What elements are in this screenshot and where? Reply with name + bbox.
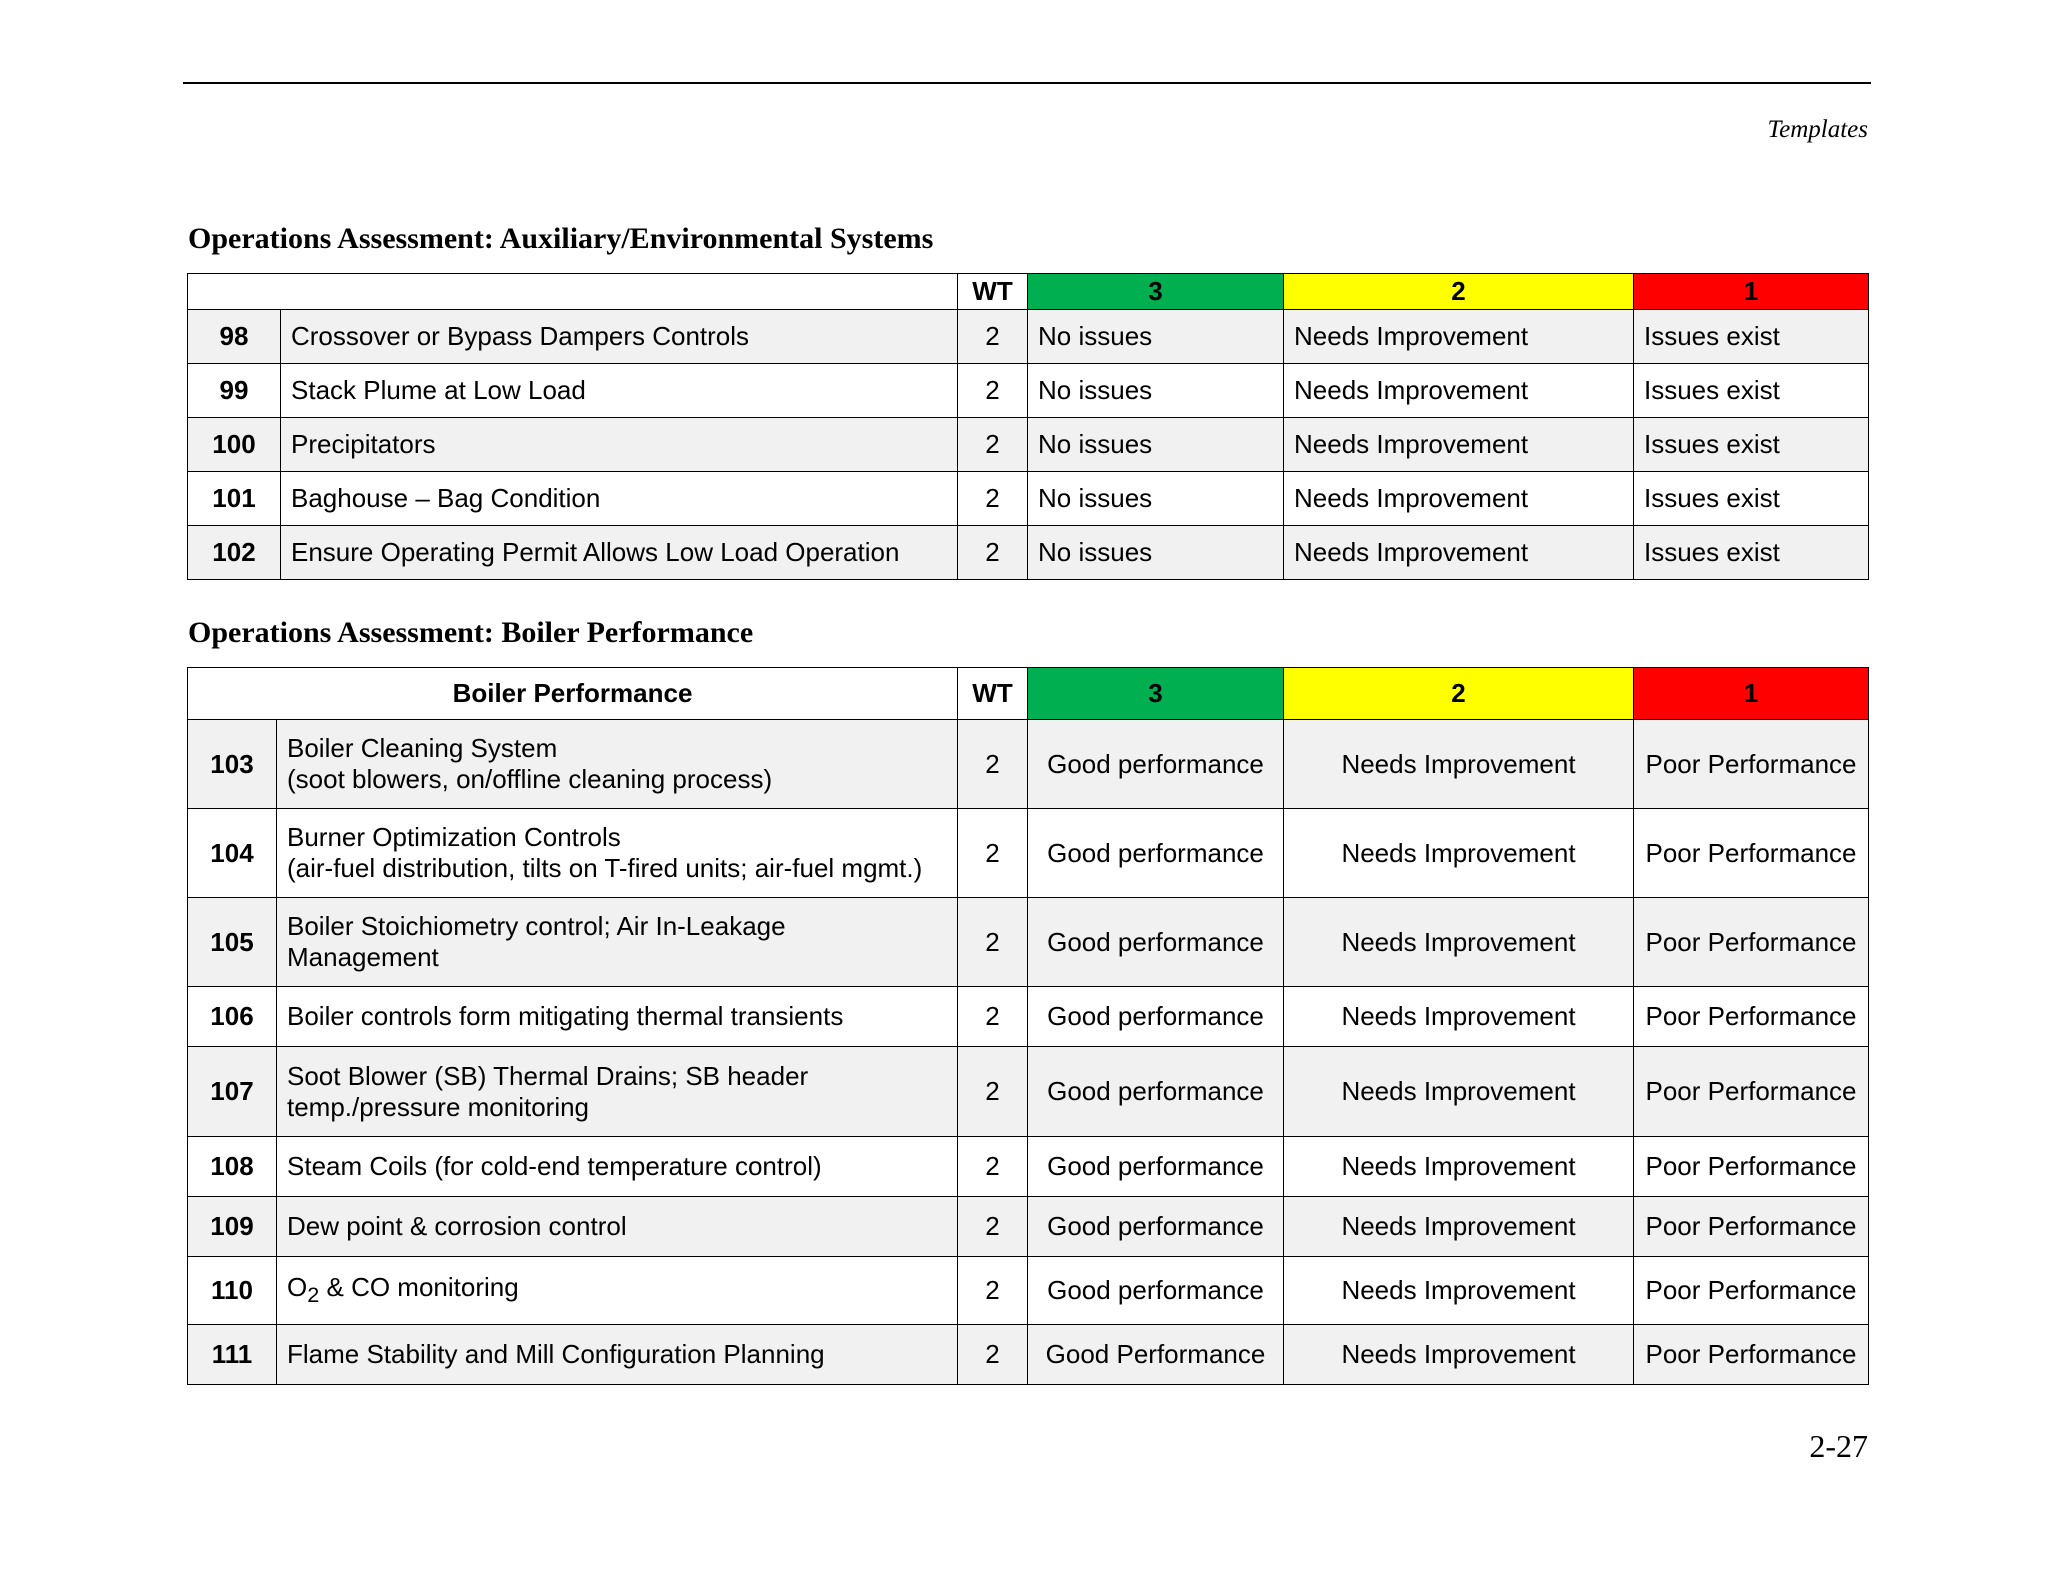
score-1-text: Poor Performance xyxy=(1634,1197,1869,1257)
item-number: 110 xyxy=(188,1257,277,1325)
score-2-text: Needs Improvement xyxy=(1284,526,1634,580)
item-weight: 2 xyxy=(958,526,1028,580)
item-description-subscript: 2 xyxy=(307,1282,320,1308)
item-weight: 2 xyxy=(958,1257,1028,1325)
score-2-text: Needs Improvement xyxy=(1284,1047,1634,1137)
item-number: 106 xyxy=(188,987,277,1047)
table-row xyxy=(188,898,1869,987)
score-3-text: No issues xyxy=(1028,310,1284,364)
header-score-3: 3 xyxy=(1028,668,1284,720)
item-number: 100 xyxy=(188,418,281,472)
score-3-text: No issues xyxy=(1028,472,1284,526)
running-head: Templates xyxy=(1767,116,1868,143)
score-1-text: Issues exist xyxy=(1634,526,1869,580)
item-description xyxy=(277,720,958,809)
item-weight: 2 xyxy=(958,364,1028,418)
score-3-text: Good performance xyxy=(1028,987,1284,1047)
item-weight: 2 xyxy=(958,418,1028,472)
item-description: Precipitators xyxy=(281,418,958,472)
item-description-line-2: (soot blowers, on/offline cleaning process) xyxy=(287,764,773,794)
item-number: 101 xyxy=(188,472,281,526)
item-description: Crossover or Bypass Dampers Controls xyxy=(281,310,958,364)
item-number: 99 xyxy=(188,364,281,418)
item-number: 109 xyxy=(188,1197,277,1257)
header-score-1: 1 xyxy=(1634,274,1869,310)
header-score-3: 3 xyxy=(1028,274,1284,310)
score-2-text: Needs Improvement xyxy=(1284,898,1634,987)
item-weight: 2 xyxy=(958,809,1028,898)
table-row xyxy=(188,364,1869,418)
table-row xyxy=(188,987,1869,1047)
score-2-text: Needs Improvement xyxy=(1284,472,1634,526)
score-2-text: Needs Improvement xyxy=(1284,364,1634,418)
item-number: 107 xyxy=(188,1047,277,1137)
item-number: 105 xyxy=(188,898,277,987)
score-1-text: Poor Performance xyxy=(1634,898,1869,987)
score-3-text: Good performance xyxy=(1028,720,1284,809)
item-number: 103 xyxy=(188,720,277,809)
table-row xyxy=(188,720,1869,809)
score-3-text: Good performance xyxy=(1028,1197,1284,1257)
score-2-text: Needs Improvement xyxy=(1284,987,1634,1047)
score-3-text: No issues xyxy=(1028,418,1284,472)
score-2-text: Needs Improvement xyxy=(1284,720,1634,809)
item-description-line-2: (air-fuel distribution, tilts on T-fired units; air-fuel mgmt.) xyxy=(287,853,923,883)
score-3-text: Good performance xyxy=(1028,1257,1284,1325)
item-number: 102 xyxy=(188,526,281,580)
item-description xyxy=(277,1257,958,1325)
table-row xyxy=(188,1137,1869,1197)
score-2-text: Needs Improvement xyxy=(1284,809,1634,898)
auxiliary-systems-table xyxy=(187,273,1869,580)
score-1-text: Issues exist xyxy=(1634,310,1869,364)
item-description: Stack Plume at Low Load xyxy=(281,364,958,418)
score-1-text: Poor Performance xyxy=(1634,809,1869,898)
score-3-text: No issues xyxy=(1028,364,1284,418)
item-weight: 2 xyxy=(958,720,1028,809)
section-title-boiler: Operations Assessment: Boiler Performance xyxy=(188,616,754,649)
section-title-auxiliary: Operations Assessment: Auxiliary/Environmental Systems xyxy=(188,222,934,255)
item-description-line-2: Management xyxy=(287,942,439,972)
item-description xyxy=(277,1047,958,1137)
header-wt: WT xyxy=(958,668,1028,720)
score-3-text: Good performance xyxy=(1028,1137,1284,1197)
item-description-post: & CO monitoring xyxy=(319,1272,519,1303)
item-weight: 2 xyxy=(958,987,1028,1047)
score-1-text: Poor Performance xyxy=(1634,1325,1869,1385)
item-description-line-1: Soot Blower (SB) Thermal Drains; SB header xyxy=(287,1060,809,1091)
score-2-text: Needs Improvement xyxy=(1284,1197,1634,1257)
item-description: Boiler controls form mitigating thermal transients xyxy=(277,987,958,1047)
item-number: 98 xyxy=(188,310,281,364)
header-score-2: 2 xyxy=(1284,274,1634,310)
table-row xyxy=(188,1197,1869,1257)
item-weight: 2 xyxy=(958,1325,1028,1385)
table-row xyxy=(188,526,1869,580)
item-description: Dew point & corrosion control xyxy=(277,1197,958,1257)
item-weight: 2 xyxy=(958,472,1028,526)
score-3-text: Good performance xyxy=(1028,898,1284,987)
header-wt: WT xyxy=(958,274,1028,310)
boiler-performance-table xyxy=(187,667,1869,1385)
item-number: 108 xyxy=(188,1137,277,1197)
score-2-text: Needs Improvement xyxy=(1284,1325,1634,1385)
score-1-text: Poor Performance xyxy=(1634,1047,1869,1137)
item-description: Flame Stability and Mill Configuration Planning xyxy=(277,1325,958,1385)
score-1-text: Issues exist xyxy=(1634,472,1869,526)
table-header-row xyxy=(188,668,1869,720)
score-2-text: Needs Improvement xyxy=(1284,310,1634,364)
score-1-text: Issues exist xyxy=(1634,418,1869,472)
item-description-line-1: Boiler Cleaning System xyxy=(287,733,558,763)
item-weight: 2 xyxy=(958,310,1028,364)
table-row xyxy=(188,1325,1869,1385)
table-row xyxy=(188,310,1869,364)
header-score-2: 2 xyxy=(1284,668,1634,720)
item-description: Baghouse – Bag Condition xyxy=(281,472,958,526)
score-2-text: Needs Improvement xyxy=(1284,418,1634,472)
item-description-line-1: Boiler Stoichiometry control; Air In-Leakage xyxy=(287,911,786,941)
header-rule xyxy=(183,82,1871,84)
score-1-text: Poor Performance xyxy=(1634,1137,1869,1197)
score-2-text: Needs Improvement xyxy=(1284,1137,1634,1197)
score-3-text: Good performance xyxy=(1028,809,1284,898)
item-number: 111 xyxy=(188,1325,277,1385)
item-description xyxy=(277,809,958,898)
item-description xyxy=(277,898,958,987)
item-weight: 2 xyxy=(958,1137,1028,1197)
item-number: 104 xyxy=(188,809,277,898)
item-weight: 2 xyxy=(958,1197,1028,1257)
item-description: Steam Coils (for cold-end temperature control) xyxy=(277,1137,958,1197)
page-number: 2-27 xyxy=(1809,1428,1868,1464)
item-description-pre: O xyxy=(287,1272,308,1303)
header-label xyxy=(188,274,958,310)
score-1-text: Poor Performance xyxy=(1634,987,1869,1047)
score-3-text: Good Performance xyxy=(1028,1325,1284,1385)
header-label: Boiler Performance xyxy=(188,668,958,720)
table-row xyxy=(188,472,1869,526)
score-1-text: Poor Performance xyxy=(1634,720,1869,809)
score-1-text: Issues exist xyxy=(1634,364,1869,418)
score-3-text: No issues xyxy=(1028,526,1284,580)
table-header-row xyxy=(188,274,1869,310)
header-score-1: 1 xyxy=(1634,668,1869,720)
item-description: Ensure Operating Permit Allows Low Load Operation xyxy=(281,526,958,580)
score-2-text: Needs Improvement xyxy=(1284,1257,1634,1325)
score-1-text: Poor Performance xyxy=(1634,1257,1869,1325)
table-row xyxy=(188,1257,1869,1325)
table-row xyxy=(188,1047,1869,1137)
item-description-line-1: Burner Optimization Controls xyxy=(287,822,621,852)
item-weight: 2 xyxy=(958,1047,1028,1137)
table-row xyxy=(188,418,1869,472)
table-row xyxy=(188,809,1869,898)
item-weight: 2 xyxy=(958,898,1028,987)
score-3-text: Good performance xyxy=(1028,1047,1284,1137)
item-description-line-2: temp./pressure monitoring xyxy=(287,1091,590,1122)
